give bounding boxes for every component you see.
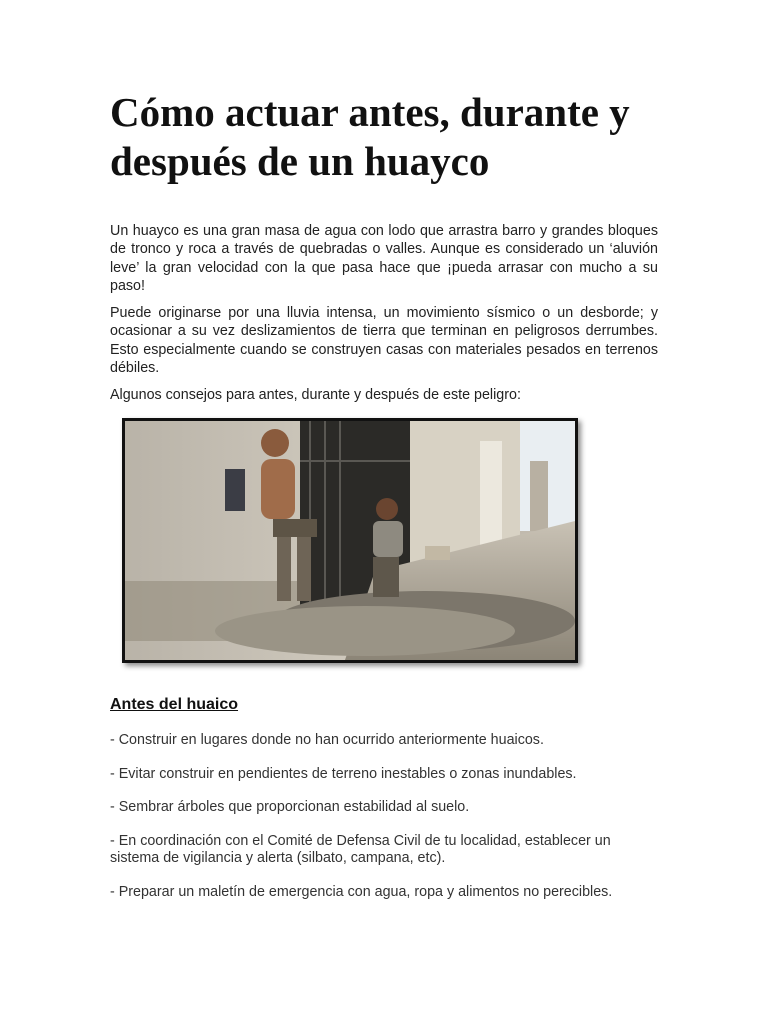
list-item: - Sembrar árboles que proporcionan estabilidad al suelo. xyxy=(110,799,470,815)
list-item: - Preparar un maletín de emergencia con agua, ropa y alimentos no perecibles. xyxy=(110,884,613,900)
list-item: - Evitar construir en pendientes de terreno inestables o zonas inundables. xyxy=(110,766,577,782)
intro-paragraph: Un huayco es una gran masa de agua con lodo que arrastra barro y grandes bloques de tronco y roca a través de quebradas o valles. Aunque es considerado un ‘aluvión leve’ la gran velocidad con la que pasa hace que ¡pueda arrasar con mucho a su paso! xyxy=(110,223,658,294)
list-item: - En coordinación con el Comité de Defensa Civil de tu localidad, establecer un sistema de vigilancia y alerta (silbato, campana, etc). xyxy=(110,833,611,866)
document-title: Cómo actuar antes, durante y después de un huayco xyxy=(110,89,630,184)
flood-photo xyxy=(122,418,578,663)
causes-paragraph: Puede originarse por una lluvia intensa, un movimiento sísmico o un desborde; y ocasionar a su vez deslizamientos de tierra que terminan en peligrosos derrumbes. Esto especialmente cuando se construyen casas con materiales pesados en terrenos débiles. xyxy=(110,305,658,376)
list-item: - Construir en lugares donde no han ocurrido anteriormente huaicos. xyxy=(110,732,544,748)
section-heading-antes: Antes del huaico xyxy=(110,696,239,713)
tips-intro-paragraph: Algunos consejos para antes, durante y después de este peligro: xyxy=(110,387,521,403)
